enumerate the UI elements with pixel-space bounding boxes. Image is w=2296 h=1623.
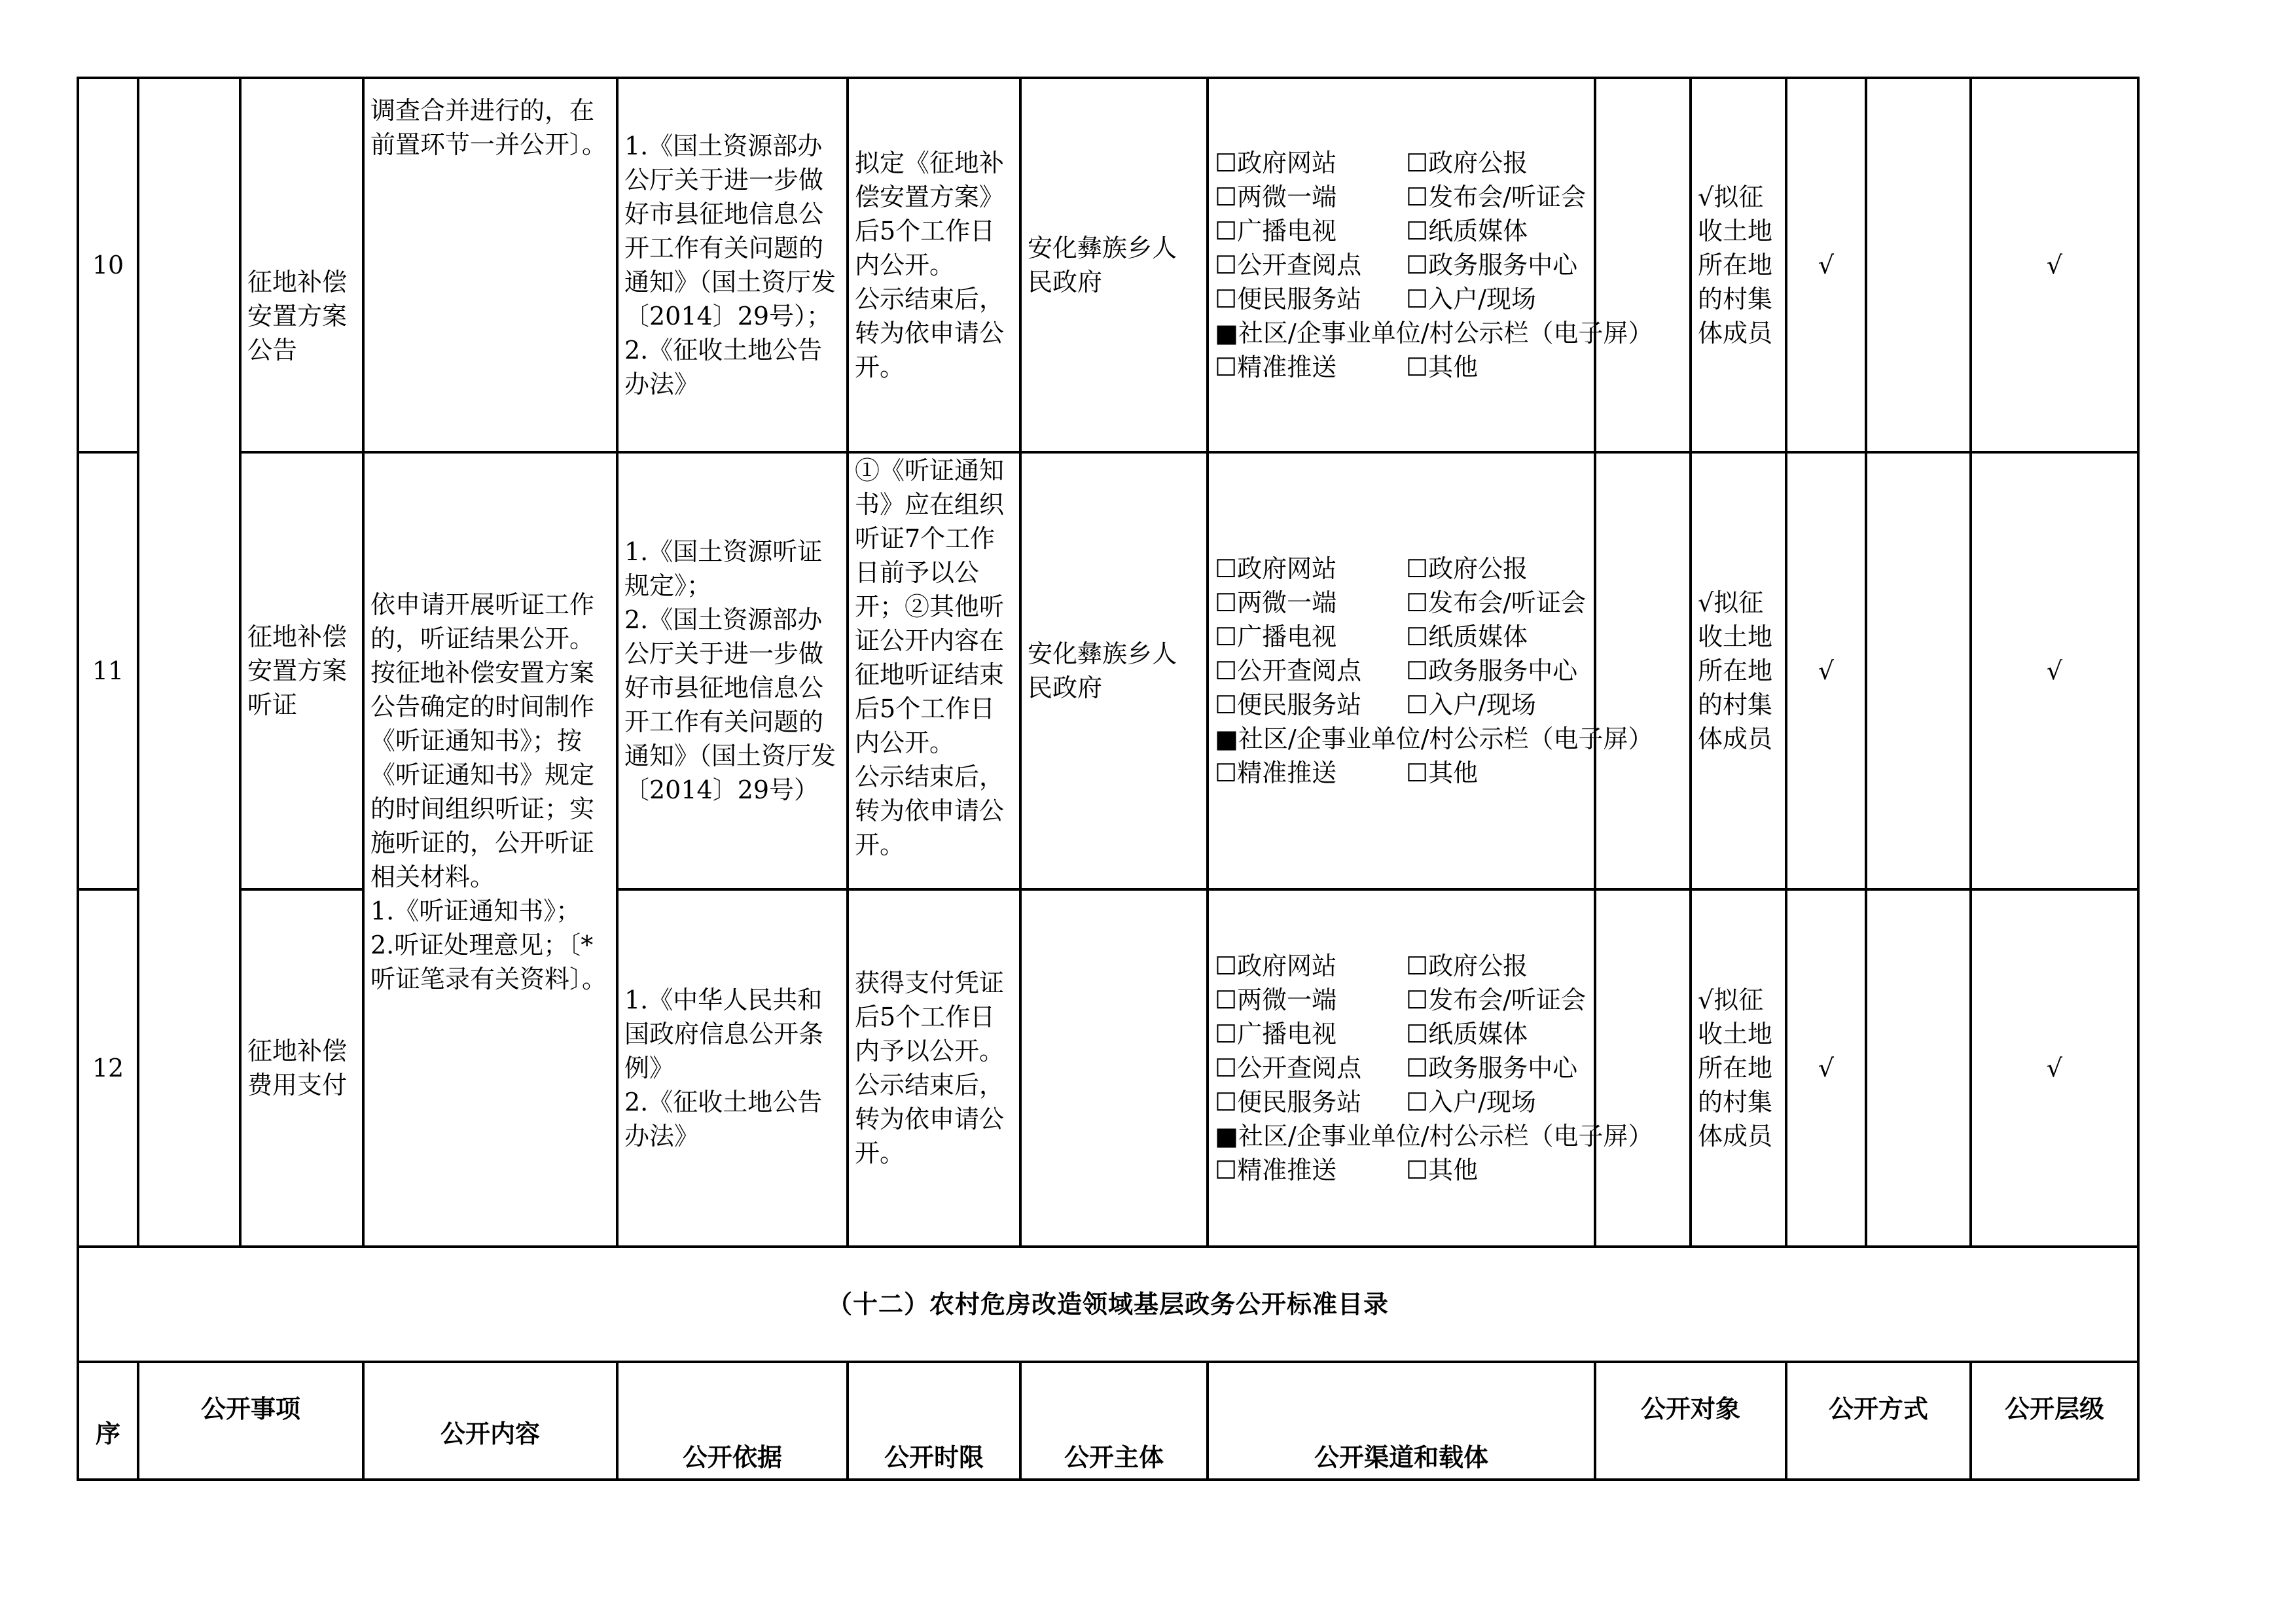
- row-time: 获得支付凭证后5个工作日内予以公开。 公示结束后，转为依申请公开。: [848, 889, 1020, 1247]
- row-county-check: √: [1971, 452, 2138, 889]
- checkbox-service-center: ☐政务服务中心: [1406, 251, 1578, 279]
- checkbox-service-station: ☐便民服务站: [1215, 285, 1362, 313]
- checkbox-precise-push: ☐精准推送: [1215, 758, 1337, 787]
- document-sheet: [77, 77, 2137, 1478]
- checkbox-service-station: ☐便民服务站: [1215, 1088, 1362, 1116]
- section-title: （十二）农村危房改造领域基层政务公开标准目录: [78, 1247, 2138, 1362]
- row-subject: 安化彝族乡人民政府: [1020, 452, 1208, 889]
- channel-list: [1208, 452, 1653, 889]
- row-proactive-check: √: [1786, 889, 1866, 1247]
- checkbox-press-hearing: ☐发布会/听证会: [1406, 588, 1586, 617]
- checkbox-two-micro-one-end: ☐两微一端: [1215, 588, 1337, 617]
- checkbox-other: ☐其他: [1406, 353, 1479, 382]
- checkbox-reading-point: ☐公开查阅点: [1215, 1054, 1362, 1082]
- checkbox-print-media: ☐纸质媒体: [1406, 622, 1528, 651]
- checkbox-bulletin-board: ■社区/企事业单位/村公示栏（电子屏）: [1215, 1122, 1653, 1150]
- row-basis: 1.《国土资源听证规定》； 2.《国土资源部办公厅关于进一步做好市县征地信息公开工作有关问题的通知》（国土资厅发〔2014〕29号）: [617, 452, 848, 889]
- checkbox-reading-point: ☐公开查阅点: [1215, 656, 1362, 685]
- row-on-request: [1866, 452, 1971, 889]
- row-item: 征地补偿安置方案公告: [240, 78, 363, 452]
- checkbox-other: ☐其他: [1406, 758, 1479, 787]
- checkbox-door-to-door: ☐入户/现场: [1406, 690, 1536, 719]
- header-basis: 公开依据: [617, 1362, 848, 1480]
- table-header-row: [78, 1362, 2138, 1480]
- header-method: 公开方式: [1786, 1362, 1971, 1480]
- checkbox-government-website: ☐政府网站: [1215, 952, 1337, 980]
- row-item: 征地补偿安置方案听证: [240, 452, 363, 889]
- header-channel: 公开渠道和载体: [1208, 1362, 1595, 1480]
- checkbox-government-website: ☐政府网站: [1215, 554, 1337, 583]
- header-item: 公开事项: [138, 1362, 363, 1480]
- row-proactive-check: √: [1786, 78, 1866, 452]
- row-target: √拟征收土地所在地的村集体成员: [1691, 78, 1786, 452]
- row-proactive-check: √: [1786, 452, 1866, 889]
- row-time: 拟定《征地补偿安置方案》后5个工作日内公开。 公示结束后，转为依申请公开。: [848, 78, 1020, 452]
- checkbox-precise-push: ☐精准推送: [1215, 353, 1337, 382]
- checkbox-two-micro-one-end: ☐两微一端: [1215, 183, 1337, 211]
- row-subject-empty: [1020, 889, 1208, 1247]
- channel-list: [1208, 78, 1653, 452]
- checkbox-door-to-door: ☐入户/现场: [1406, 285, 1536, 313]
- table-row: [78, 78, 2138, 452]
- checkbox-government-gazette: ☐政府公报: [1406, 149, 1528, 177]
- row-seq: 12: [78, 889, 138, 1247]
- header-subject: 公开主体: [1020, 1362, 1208, 1480]
- header-time: 公开时限: [848, 1362, 1020, 1480]
- checkbox-service-station: ☐便民服务站: [1215, 690, 1362, 719]
- row-target-blank: [1595, 78, 1691, 452]
- checkbox-press-hearing: ☐发布会/听证会: [1406, 986, 1586, 1014]
- checkbox-precise-push: ☐精准推送: [1215, 1156, 1337, 1185]
- table-row: [78, 452, 2138, 889]
- header-seq: 序: [78, 1362, 138, 1480]
- header-level: 公开层级: [1971, 1362, 2138, 1480]
- row-target: √拟征收土地所在地的村集体成员: [1691, 889, 1786, 1247]
- checkbox-service-center: ☐政务服务中心: [1406, 1054, 1578, 1082]
- row-on-request: [1866, 78, 1971, 452]
- checkbox-door-to-door: ☐入户/现场: [1406, 1088, 1536, 1116]
- checkbox-service-center: ☐政务服务中心: [1406, 656, 1578, 685]
- row-subject: 安化彝族乡人民政府: [1020, 78, 1208, 452]
- row-county-check: √: [1971, 78, 2138, 452]
- checkbox-government-website: ☐政府网站: [1215, 149, 1337, 177]
- checkbox-broadcast-tv: ☐广播电视: [1215, 622, 1337, 651]
- checkbox-government-gazette: ☐政府公报: [1406, 554, 1528, 583]
- row-seq: 11: [78, 452, 138, 889]
- checkbox-print-media: ☐纸质媒体: [1406, 1020, 1528, 1048]
- checkbox-two-micro-one-end: ☐两微一端: [1215, 986, 1337, 1014]
- row-content-merged: 依申请开展听证工作的，听证结果公开。按征地补偿安置方案公告确定的时间制作《听证通知书》；按《听证通知书》规定的时间组织听证；实施听证的，公开听证相关材料。 1.《听证通知书》； 2.听证处理意见；〔*听证笔录有关资料〕。: [363, 452, 617, 1247]
- checkbox-reading-point: ☐公开查阅点: [1215, 251, 1362, 279]
- row-seq: 10: [78, 78, 138, 452]
- header-content: 公开内容: [363, 1362, 617, 1480]
- row-basis: 1.《中华人民共和国政府信息公开条例》 2.《征收土地公告办法》: [617, 889, 848, 1247]
- header-target: 公开对象: [1595, 1362, 1786, 1480]
- row-content: 调查合并进行的，在前置环节一并公开〕。: [363, 78, 617, 452]
- checkbox-bulletin-board: ■社区/企事业单位/村公示栏（电子屏）: [1215, 319, 1653, 348]
- checkbox-print-media: ☐纸质媒体: [1406, 217, 1528, 245]
- row-target: √拟征收土地所在地的村集体成员: [1691, 452, 1786, 889]
- checkbox-government-gazette: ☐政府公报: [1406, 952, 1528, 980]
- disclosure-table: [77, 77, 2140, 1481]
- group-label: [138, 78, 240, 1247]
- section-title-row: [78, 1247, 2138, 1362]
- checkbox-broadcast-tv: ☐广播电视: [1215, 1020, 1337, 1048]
- row-item: 征地补偿费用支付: [240, 889, 363, 1247]
- checkbox-bulletin-board: ■社区/企事业单位/村公示栏（电子屏）: [1215, 724, 1653, 753]
- checkbox-broadcast-tv: ☐广播电视: [1215, 217, 1337, 245]
- checkbox-press-hearing: ☐发布会/听证会: [1406, 183, 1586, 211]
- row-time: ①《听证通知书》应在组织听证7个工作日前予以公开；②其他听证公开内容在征地听证结束后5个工作日内公开。 公示结束后，转为依申请公开。: [848, 452, 1020, 889]
- row-target-blank: [1595, 452, 1691, 889]
- row-on-request: [1866, 889, 1971, 1247]
- checkbox-other: ☐其他: [1406, 1156, 1479, 1185]
- row-basis: 1.《国土资源部办公厅关于进一步做好市县征地信息公开工作有关问题的通知》（国土资厅发〔2014〕29号）； 2.《征收土地公告办法》: [617, 78, 848, 452]
- channel-list: [1208, 889, 1653, 1247]
- row-county-check: √: [1971, 889, 2138, 1247]
- row-target-blank: [1595, 889, 1691, 1247]
